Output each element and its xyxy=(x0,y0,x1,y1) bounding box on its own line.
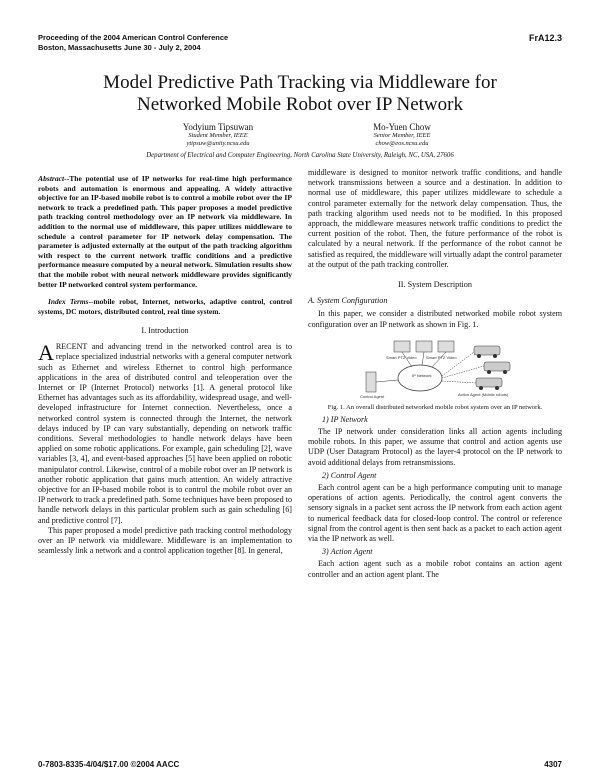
right-column xyxy=(308,168,562,580)
author-1 xyxy=(128,122,308,148)
page-number: 4307 xyxy=(544,760,562,769)
robot-icon xyxy=(484,362,510,371)
control-agent-label: Control Agent xyxy=(360,393,385,399)
section-heading-introduction: I. Introduction xyxy=(141,325,189,335)
author-email: ytipsuw@unity.ncsu.edu xyxy=(186,140,250,147)
index-terms-text: --mobile robot, Internet, networks, adaptive control, control systems, DC motors, distributed control, real time system. xyxy=(38,297,293,316)
index-terms xyxy=(38,297,292,316)
author-role: Student Member, IEEE xyxy=(188,132,248,139)
action-agent-label: Action Agent (Mobile robots) xyxy=(458,391,509,397)
paper-title xyxy=(40,72,560,116)
author-name: Mo-Yuen Chow xyxy=(373,122,431,132)
conference-location: Boston, Massachusetts June 30 - July 2, 2004 xyxy=(38,42,201,52)
monitor-icon xyxy=(438,341,454,352)
subsection-control-agent: 2) Control Agent xyxy=(322,470,377,480)
title-line-1: Model Predictive Path Tracking via Middleware for xyxy=(103,72,497,93)
robot-icon xyxy=(474,346,500,355)
title-line-2: Networked Mobile Robot over IP Network xyxy=(137,94,463,115)
left-column xyxy=(38,168,292,556)
section-heading-system: II. System Description xyxy=(398,280,472,290)
abstract-text: --The potential use of IP networks for real-time high performance robots and automation is enormous and appealing. A widely attractive objective for an IP-based mobile robot is to control a mobile robot over the IP network to track a predefined path. This paper proposes a model predictive path tracking control methodology over an IP network via middleware. In addition to the normal use of middleware, this paper utilizes middleware to schedule a control parameter for IP network delay compensation. The parameter is adjusted externally at the output of the path tracking algorithm with respect to the current network traffic conditions and a predictive performance measure computed by a neural network. Simulation results show that the mobile robot with neural network middleware provides significantly better IP networked control system performance. xyxy=(38,174,292,289)
network-diagram xyxy=(308,336,562,402)
affiliation: Department of Electrical and Computer Engineering, North Carolina State University, Raleigh, NC, USA, 27606 xyxy=(146,152,454,159)
abstract xyxy=(38,174,292,289)
session-code: FrA12.3 xyxy=(528,33,562,43)
abstract-label: Abstract xyxy=(38,174,65,183)
conference-header xyxy=(38,33,228,52)
figure-1-caption: Fig. 1. An overall distributed networked mobile robot system over an IP network. xyxy=(327,403,543,411)
monitor-icon xyxy=(416,341,432,352)
middleware-paragraph: middleware is designed to monitor network traffic conditions, and handle network transmissions between a source and a destination. In addition to normal use of middleware, this paper utilizes middleware to schedule a control parameter externally for the network delay compensation. Thus, the path tracking algorithm used needs not to be modified. In this proposed approach, the middleware measures network traffic conditions to predict the current position of the robot. Then, the future performance of the robot is calculated by a neural network. If the performance of the robot cannot be satisfied as required, the middleware will virtually adapt the control parameter at the output of the path tracking controller. xyxy=(308,168,562,269)
conference-name: Proceeding of the 2004 American Control Conference xyxy=(38,33,229,42)
ip-network-cloud xyxy=(398,365,442,391)
intro-paragraph-1 xyxy=(38,342,292,526)
ip-network-paragraph: The IP network under consideration links all action agents including mobile robots. In this paper, we assume that control and action agents use UDP (User Datagram Protocol) as the layer-4 protocol on the IP network to avoid additional delays from retransmissions. xyxy=(308,427,562,467)
cloud-label-1: IP Network xyxy=(412,372,432,378)
subsection-ip-network: 1) IP Network xyxy=(322,414,368,424)
author-role: Senior Member, IEEE xyxy=(373,132,431,139)
subsection-action-agent: 3) Action Agent xyxy=(322,547,373,557)
cam-label-2: Smart PTZ Video xyxy=(426,354,457,360)
author-2 xyxy=(312,122,492,148)
author-email: chow@eos.ncsu.edu xyxy=(375,140,429,147)
cam-label-1: Smart PTZ Video xyxy=(386,354,417,360)
server-icon xyxy=(366,372,376,392)
subsection-system-configuration: A. System Configuration xyxy=(308,296,388,306)
footer-copyright: 0-7803-8335-4/04/$17.00 ©2004 AACC xyxy=(38,760,180,769)
index-terms-label: Index Terms xyxy=(48,297,89,307)
figure-1 xyxy=(308,336,562,402)
monitor-icon xyxy=(394,341,410,352)
author-name: Yodyium Tipsuwan xyxy=(182,122,254,132)
intro-paragraph-2: This paper proposed a model predictive path tracking control methodology over an IP network via middleware. Middleware is an implementation to seamlessly link a network and a control application together [8]. In general, xyxy=(38,525,292,556)
intro-text-1: RECENT and advancing trend in the networked control area is to replace specialized industrial networks with a general computer network such as Ethernet and wireless Ethernet to control high performance applications in the area of distributed control and teleoperation over the Internet or IP (Internet Protocol) networks [1]. A general protocol like Ethernet has advantages such as its affordability, widespread usage, and well-developed infrastructure for Internet connection. Nevertheless, once a networked control system is connected through the Internet, the network delays induced by IP can vary substantially, depending on network traffic conditions. Several methodologies to handle network delays have been applied on some robotic applications. For example, gain scheduling [2], wave variables [3, 4], and event-based approaches [5] have been applied on robotic manipulator control. Likewise, control of a mobile robot over an IP network is another robotic application that gains much attention. An widely attractive objective for an IP-based mobile robot is to control the mobile robot over an IP network to track a predefined path. Some techniques have been proposed to handle network delays in this particular problem such as gain scheduling [6] and predictive control [7]. xyxy=(38,342,292,525)
robot-icon xyxy=(476,378,502,387)
action-agent-paragraph: Each action agent such as a mobile robot contains an action agent controller and an action agent plant. The xyxy=(308,559,562,579)
control-agent-paragraph: Each control agent can be a high performance computing unit to manage operations of action agents. Periodically, the control agent converts the sensory signals in a packet sent across the IP network from each action agent to numerical feedback data for closed-loop control. The control or reference signal from the control agent is then sent back as a packet to each action agent via the IP network as well. xyxy=(308,483,562,544)
drop-cap: A xyxy=(38,340,54,366)
system-config-paragraph: In this paper, we consider a distributed networked mobile robot system configuration over an IP network as shown in Fig. 1. xyxy=(308,309,562,329)
